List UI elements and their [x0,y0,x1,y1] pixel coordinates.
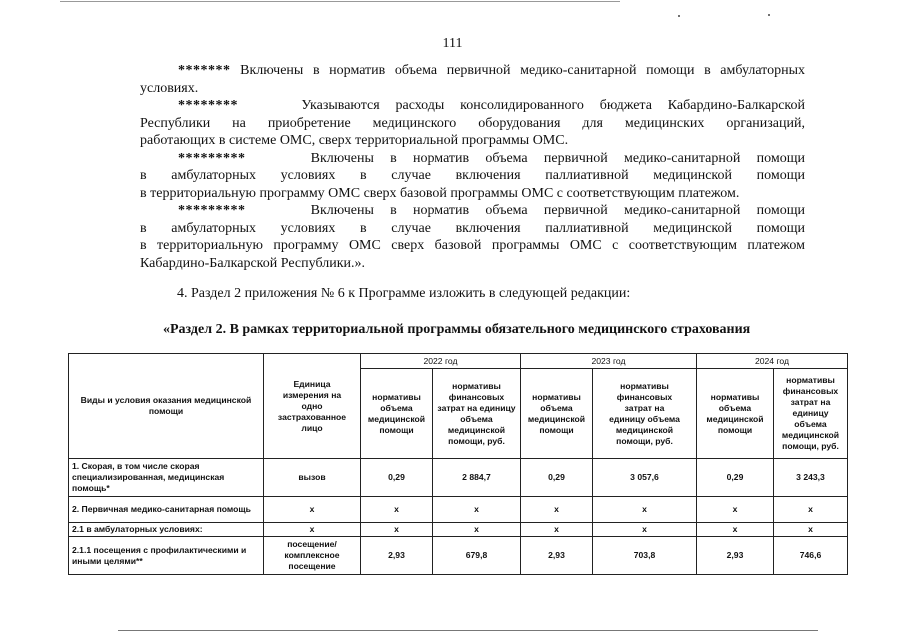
section-title: «Раздел 2. В рамках территориальной программы обязательного медицинского страхования [163,322,751,337]
footnote-7-cont: условиях. [140,80,199,96]
table-row [69,523,848,537]
cell-volume-2022: х [361,523,433,537]
footnote-9-line2: в амбулаторных условиях в случае включения паллиативной медицинской помощи [140,168,805,183]
cell-volume-2024: х [697,497,774,523]
row-unit: вызов [264,459,361,497]
row-name: 2. Первичная медико-санитарная помощь [69,497,264,523]
cell-cost-2024: х [774,523,848,537]
header-volume-2024: нормативы объема медицинской помощи [697,369,774,459]
row-name: 2.1.1 посещения с профилактическими и иными целями** [69,537,264,575]
footnote-7: ******* Включены в норматив объема первичной медико-санитарной помощи в амбулаторных [178,63,806,78]
cell-volume-2022: 2,93 [361,537,433,575]
header-types: Виды и условия оказания медицинской помощи [69,354,264,459]
footnote-8-line2: Республики на приобретение медицинского оборудования для медицинских организаций, [140,115,805,131]
footnote-9-line3: в территориальную программу ОМС сверх базовой программы ОМС с соответствующим платежом. [140,185,740,201]
footnote-10: ********* Включены в норматив объема первичной медико-санитарной помощи [178,203,806,218]
header-year-2022: 2022 год [361,354,521,369]
table-row [69,497,848,523]
header-unit: Единица измерения на одно застрахованное лицо [264,354,361,459]
row-unit: х [264,523,361,537]
footnote-8: ******** Указываются расходы консолидированного бюджета Кабардино-Балкарской [178,98,805,113]
page-number: 111 [442,36,463,51]
cell-cost-2023: х [593,497,697,523]
footnotes [140,62,805,272]
cell-volume-2023: х [521,497,593,523]
footnote-9: ********* Включены в норматив объема первичной медико-санитарной помощи [178,150,806,166]
header-cost-2022: нормативы финансовых затрат на единицу объема медицинской помощи, руб. [433,369,521,459]
header-volume-2023: нормативы объема медицинской помощи [521,369,593,459]
header-cost-2024: нормативы финансовых затрат на единицу объема медицинской помощи, руб. [774,369,848,459]
header-year-2024: 2024 год [697,354,848,369]
table-header-years [69,354,848,369]
cell-cost-2024: 3 243,3 [774,459,848,497]
cell-volume-2023: х [521,523,593,537]
row-name: 2.1 в амбулаторных условиях: [69,523,264,537]
cell-volume-2022: х [361,497,433,523]
table-row [69,537,848,575]
row-unit: х [264,497,361,523]
cell-cost-2022: 679,8 [433,537,521,575]
cell-cost-2024: х [774,497,848,523]
norms-table [68,353,848,575]
footnote-10-line2: в амбулаторных условиях в случае включения паллиативной медицинской помощи [140,220,805,236]
cell-cost-2024: 746,6 [774,537,848,575]
cell-cost-2022: 2 884,7 [433,459,521,497]
scan-edge-bottom [118,630,818,631]
cell-cost-2023: 703,8 [593,537,697,575]
cell-cost-2022: х [433,523,521,537]
cell-cost-2022: х [433,497,521,523]
footnote-10-line4: Кабардино-Балкарской Республики.». [140,255,365,271]
header-cost-2023: нормативы финансовых затрат на единицу объема медицинской помощи, руб. [593,369,697,459]
cell-volume-2023: 0,29 [521,459,593,497]
scan-edge-top [60,1,620,2]
cell-volume-2023: 2,93 [521,537,593,575]
cell-volume-2024: 0,29 [697,459,774,497]
row-name: 1. Скорая, в том числе скорая специализированная, медицинская помощь* [69,459,264,497]
table-row [69,459,848,497]
header-year-2023: 2023 год [521,354,697,369]
cell-volume-2022: 0,29 [361,459,433,497]
row-unit: посещение/ комплексное посещение [264,537,361,575]
instruction-text: 4. Раздел 2 приложения № 6 к Программе изложить в следующей редакции: [177,286,631,301]
header-volume-2022: нормативы объема медицинской помощи [361,369,433,459]
cell-cost-2023: 3 057,6 [593,459,697,497]
cell-volume-2024: 2,93 [697,537,774,575]
footnote-8-line3: работающих в системе ОМС, сверх территориальной программы ОМС. [140,133,569,148]
footnote-10-line3: в территориальную программу ОМС сверх базовой программы ОМС с соответствующим платежом [140,238,805,253]
scan-speck [768,14,770,16]
cell-cost-2023: х [593,523,697,537]
cell-volume-2024: х [697,523,774,537]
scan-speck [678,15,680,17]
